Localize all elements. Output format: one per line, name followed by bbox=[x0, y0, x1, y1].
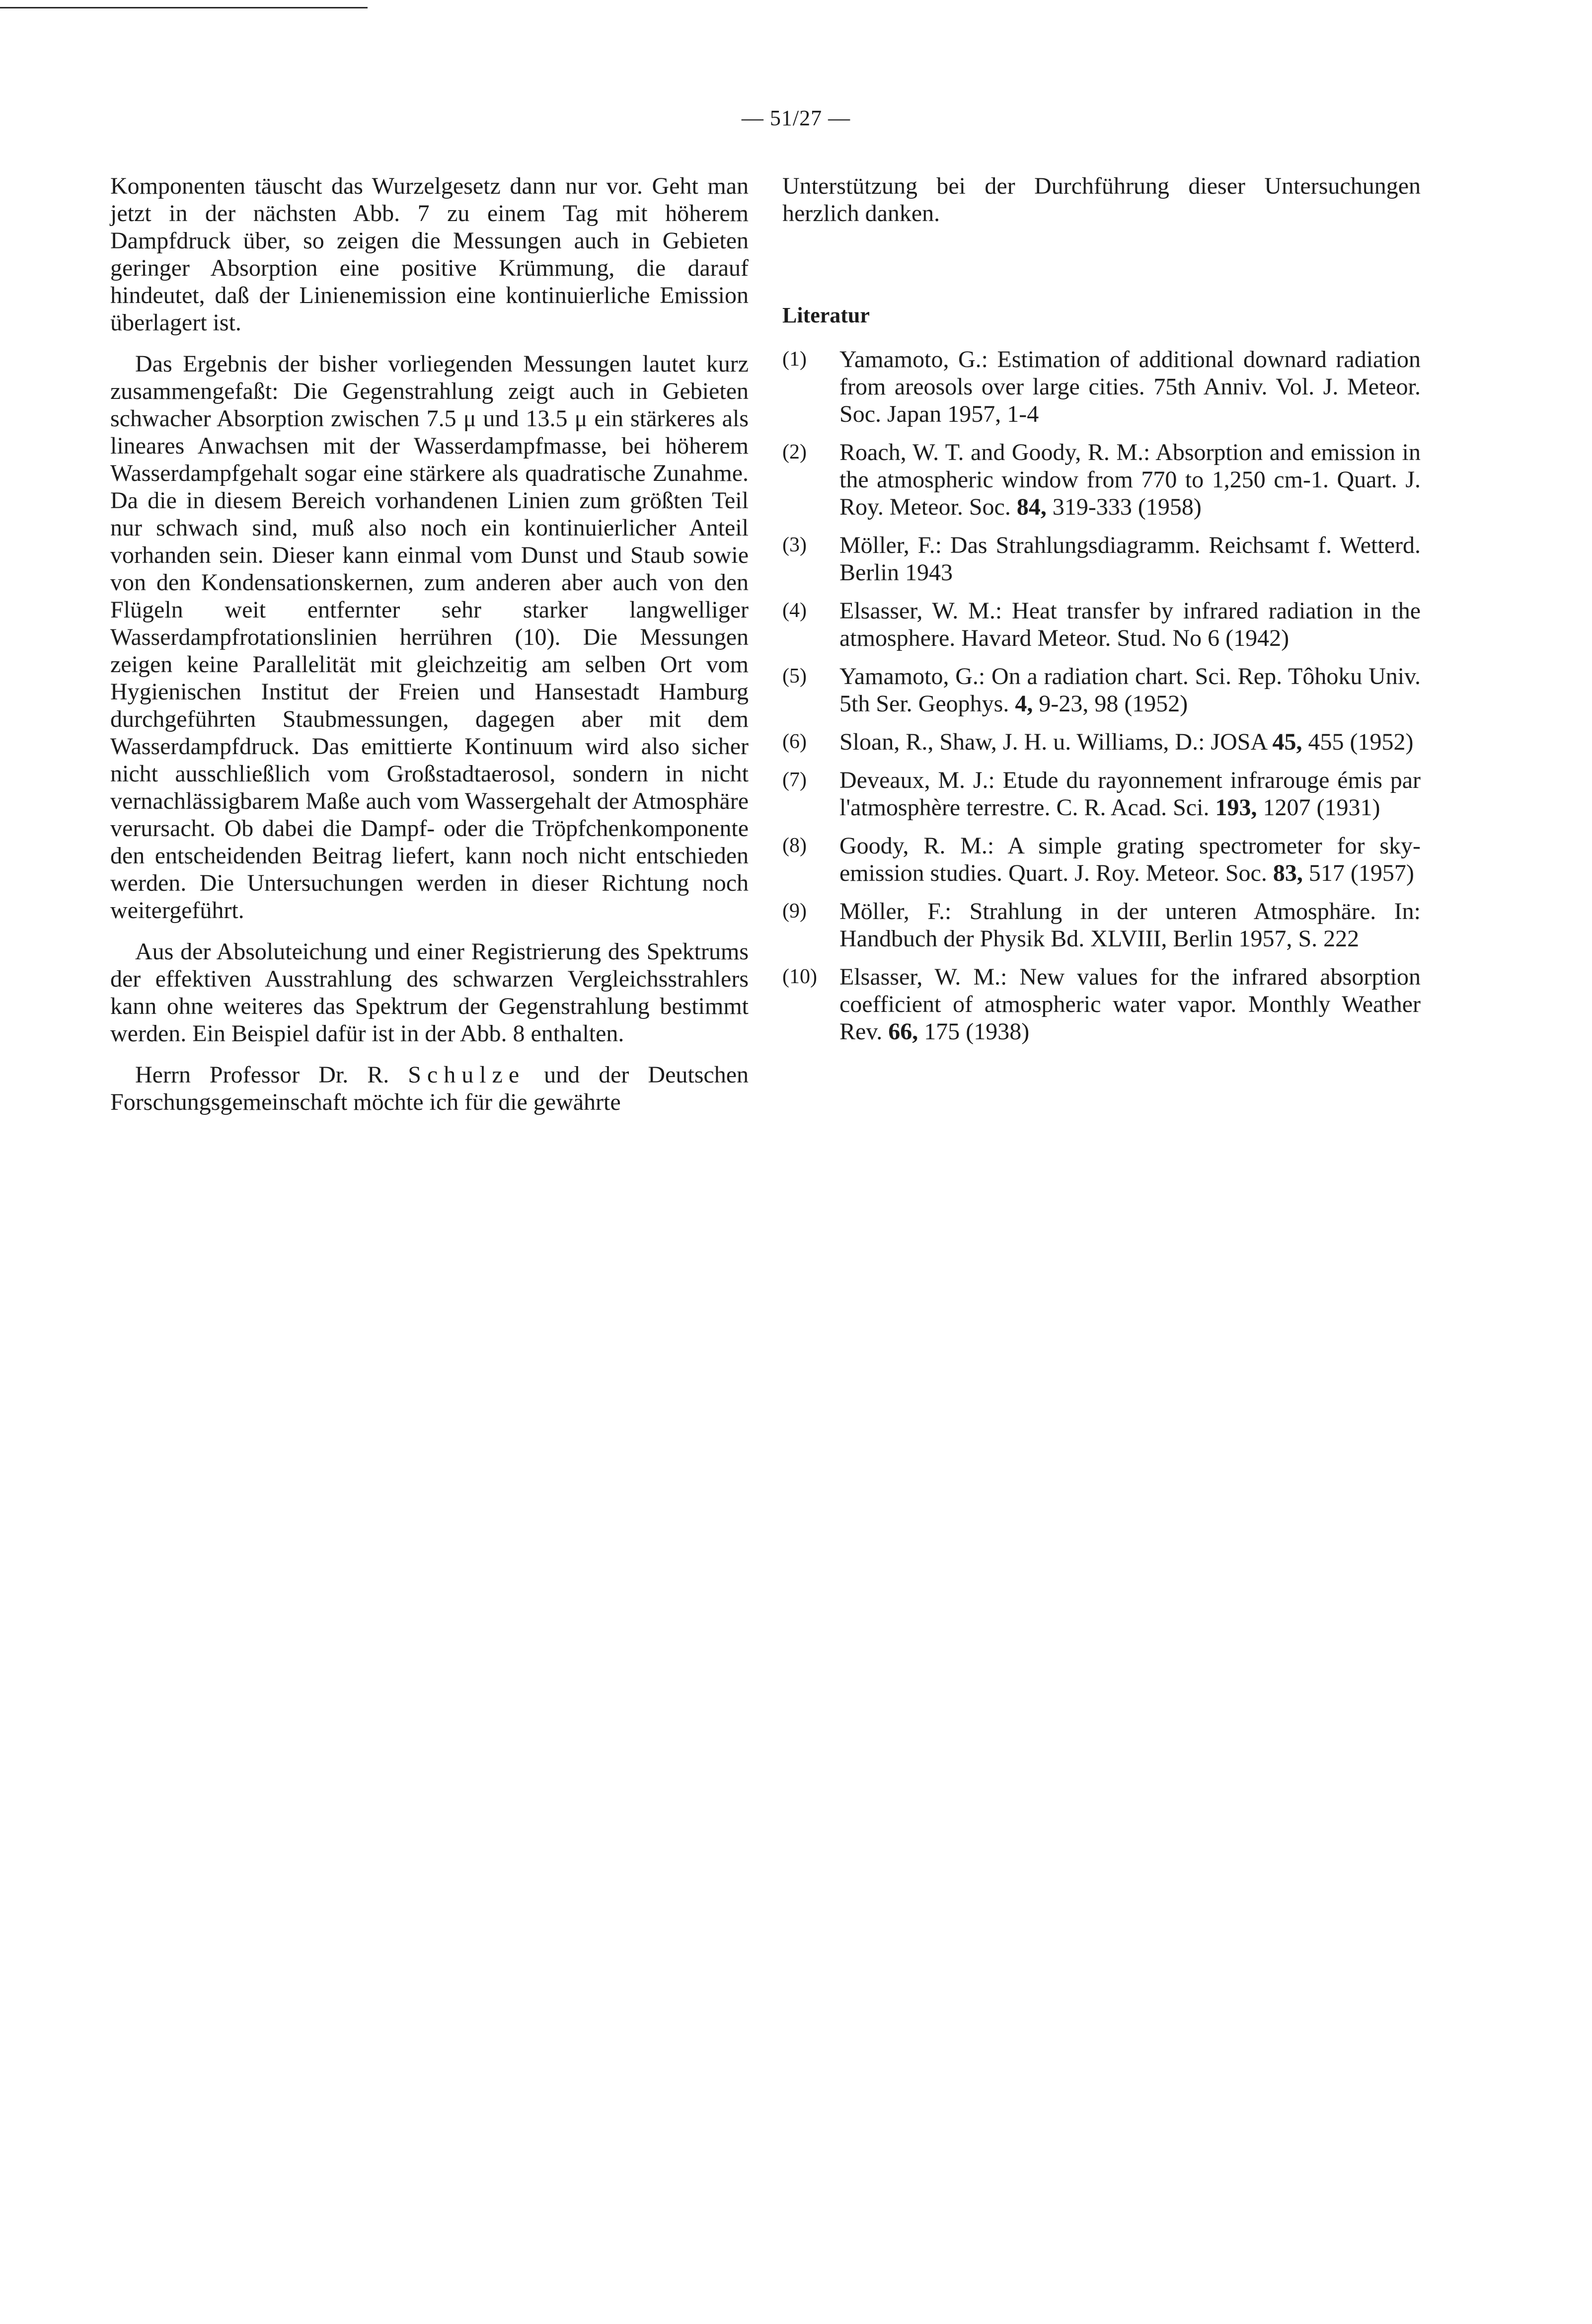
reference-text: Goody, R. M.: A simple grating spectrometer for sky-emission studies. Quart. J. Roy. Meteor. Soc. bbox=[839, 833, 1421, 886]
reference-text: Deveaux, M. J.: Etude du rayonnement infrarouge émis par l'atmosphère terrestre. C. R. Acad. Sci. bbox=[839, 767, 1421, 821]
reference-pages: 455 (1952) bbox=[1308, 729, 1414, 755]
reference-item bbox=[782, 439, 1421, 521]
reference-item bbox=[782, 346, 1421, 428]
reference-item bbox=[782, 898, 1421, 952]
top-rule bbox=[0, 7, 368, 8]
reference-number: (10) bbox=[782, 965, 817, 988]
reference-number: (9) bbox=[782, 900, 807, 923]
reference-text: Sloan, R., Shaw, J. H. u. Williams, D.: JOSA bbox=[839, 729, 1267, 755]
reference-number: (5) bbox=[782, 665, 807, 688]
acknowledgement-paragraph bbox=[110, 1061, 749, 1116]
ack-person-name: Schulze bbox=[408, 1062, 526, 1088]
reference-number: (6) bbox=[782, 730, 807, 753]
right-column bbox=[782, 172, 1421, 1056]
reference-number: (1) bbox=[782, 348, 807, 371]
reference-text: Elsasser, W. M.: Heat transfer by infrared radiation in the atmosphere. Havard Meteor. Stud. No 6 (1942) bbox=[839, 598, 1421, 651]
reference-item bbox=[782, 663, 1421, 717]
reference-number: (2) bbox=[782, 441, 807, 464]
reference-item bbox=[782, 963, 1421, 1045]
ack-text-start: Herrn Professor Dr. R. bbox=[135, 1062, 389, 1088]
page-number: — 51/27 — bbox=[741, 106, 851, 130]
reference-text: Roach, W. T. and Goody, R. M.: Absorption and emission in the atmospheric window from 770 to 1,250 cm-1. Quart. J. Roy. Meteor. Soc. bbox=[839, 439, 1421, 520]
references-heading: Literatur bbox=[782, 303, 870, 327]
reference-pages: 517 (1957) bbox=[1308, 860, 1414, 886]
reference-number: (8) bbox=[782, 834, 807, 857]
reference-number: (7) bbox=[782, 769, 807, 791]
reference-item bbox=[782, 532, 1421, 586]
reference-list bbox=[782, 346, 1421, 1045]
reference-item bbox=[782, 767, 1421, 821]
reference-text: Elsasser, W. M.: New values for the infrared absorption coefficient of atmospheric water vapor. Monthly Weather Rev. bbox=[839, 964, 1421, 1045]
reference-volume: 83, bbox=[1273, 860, 1303, 886]
acknowledgement-continuation: Unterstützung bei der Durchführung dieser Untersuchungen herzlich danken. bbox=[782, 173, 1421, 227]
body-paragraph-2: Das Ergebnis der bisher vorliegenden Messungen lautet kurz zusammengefaßt: Die Gegenstrahlung zeigt auch in Gebieten schwacher Absorption zwischen 7.5 μ und 13.5 μ ein stärkeres als lineares Anwachsen mit der Wasserdampfmasse, bei höherem Wasserdampfgehalt sogar eine stärkere als quadratische Zunahme. Da die in diesem Bereich vorhandenen Linien zum größten Teil nur schwach sind, muß also noch ein kontinuierlicher Anteil vorhanden sein. Dieser kann einmal vom Dunst und Staub sowie von den Kondensationskernen, zum anderen aber auch von den Flügeln weit entfernter sehr starker langwelliger Wasserdampfrotationslinien herrühren (10). Die Messungen zeigen keine Parallelität mit gleichzeitig am selben Ort vom Hygienischen Institut der Freien und Hansestadt Hamburg durchgeführten Staubmessungen, dagegen aber mit dem Wasserdampfdruck. Das emittierte Kontinuum wird also sicher nicht ausschließlich vom Großstadtaerosol, sondern in nicht vernachlässigbarem Maße auch vom Wassergehalt der Atmosphäre verursacht. Ob dabei die Dampf- oder die Tröpfchenkomponente den entscheidenden Beitrag liefert, kann noch nicht entschieden werden. Die Untersuchungen werden in dieser Richtung noch weitergeführt. bbox=[110, 351, 749, 924]
body-paragraph-1: Komponenten täuscht das Wurzelgesetz dann nur vor. Geht man jetzt in der nächsten Abb. 7 zu einem Tag mit höherem Dampfdruck über, so zeigen die Messungen auch in Gebieten geringer Absorption eine positive Krümmung, die darauf hindeutet, daß der Linienemission eine kontinuierliche Emission überlagert ist. bbox=[110, 173, 749, 336]
reference-text: Yamamoto, G.: Estimation of additional downard radiation from areosols over large cities. 75th Anniv. Vol. J. Meteor. Soc. Japan 1957, 1-4 bbox=[839, 346, 1421, 427]
ack-text-end: und der Deutschen Forschungsgemeinschaft möchte ich für die gewährte bbox=[110, 1062, 749, 1115]
reference-volume: 66, bbox=[888, 1018, 918, 1045]
reference-pages: 9-23, 98 (1952) bbox=[1039, 691, 1188, 717]
left-column bbox=[110, 172, 749, 1130]
reference-volume: 84, bbox=[1016, 494, 1047, 520]
reference-text: Möller, F.: Das Strahlungsdiagramm. Reichsamt f. Wetterd. Berlin 1943 bbox=[839, 532, 1421, 586]
reference-item bbox=[782, 728, 1421, 756]
reference-pages: 175 (1938) bbox=[924, 1018, 1030, 1045]
reference-item bbox=[782, 597, 1421, 652]
reference-volume: 45, bbox=[1272, 729, 1302, 755]
body-paragraph-3: Aus der Absoluteichung und einer Registrierung des Spektrums der effektiven Ausstrahlung des schwarzen Vergleichsstrahlers kann ohne weiteres das Spektrum der Gegenstrahlung bestimmt werden. Ein Beispiel dafür ist in der Abb. 8 enthalten. bbox=[110, 938, 749, 1047]
reference-pages: 319-333 (1958) bbox=[1052, 494, 1202, 520]
reference-text: Yamamoto, G.: On a radiation chart. Sci. Rep. Tôhoku Univ. 5th Ser. Geophys. bbox=[839, 663, 1421, 717]
reference-number: (3) bbox=[782, 534, 807, 556]
reference-volume: 4, bbox=[1015, 691, 1033, 717]
reference-item bbox=[782, 832, 1421, 887]
reference-number: (4) bbox=[782, 599, 807, 622]
reference-volume: 193, bbox=[1215, 794, 1257, 821]
reference-text: Möller, F.: Strahlung in der unteren Atmosphäre. In: Handbuch der Physik Bd. XLVIII, Berlin 1957, S. 222 bbox=[839, 898, 1421, 952]
reference-pages: 1207 (1931) bbox=[1263, 794, 1380, 821]
